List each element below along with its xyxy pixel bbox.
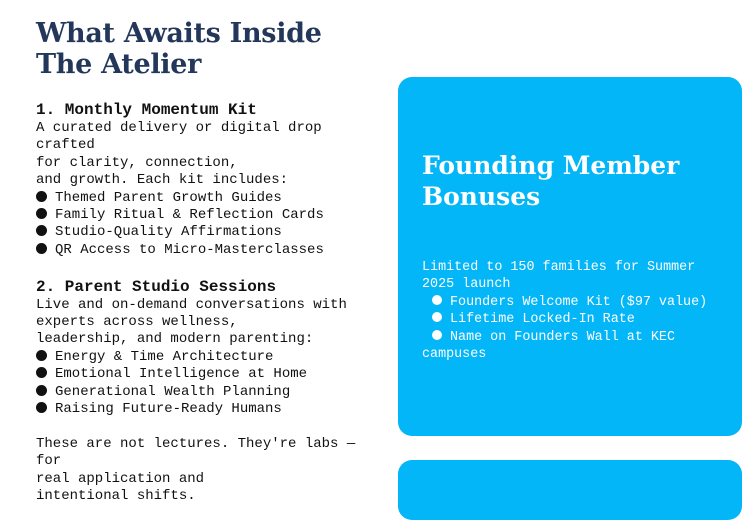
list-item — [36, 242, 381, 259]
intro-line: and growth. Each kit includes: — [36, 172, 289, 189]
kit-bullet-list — [36, 190, 381, 260]
list-item-text: Founders Welcome Kit ($97 value) — [450, 294, 708, 310]
section-intro — [36, 297, 381, 349]
list-item-text: Raising Future-Ready Humans — [55, 401, 282, 418]
section-parent-studio-sessions — [36, 277, 381, 419]
closing-paragraph — [36, 436, 381, 506]
bullet-icon — [36, 191, 47, 202]
bullet-icon — [36, 367, 47, 378]
founding-member-card — [398, 77, 742, 436]
bullet-icon — [36, 385, 47, 396]
list-item-text: Themed Parent Growth Guides — [55, 189, 282, 206]
section-monthly-momentum-kit — [36, 100, 381, 259]
list-item — [36, 190, 381, 207]
closing-line: These are not lectures. They're labs — for — [36, 435, 356, 470]
list-item — [36, 224, 381, 241]
list-item — [36, 384, 381, 401]
left-column — [36, 100, 381, 506]
list-item-text: Emotional Intelligence at Home — [55, 366, 308, 383]
next-card — [398, 460, 742, 520]
intro-line: leadership, and modern parenting: — [36, 331, 314, 348]
list-item-text: Name on Founders Wall at KEC — [450, 329, 675, 345]
card-title: Founding Member Bonuses — [422, 151, 680, 211]
intro-line: for clarity, connection, — [36, 154, 238, 171]
list-item — [36, 401, 381, 418]
bonus-list — [422, 294, 722, 346]
bullet-icon — [36, 402, 47, 413]
bullet-icon — [36, 350, 47, 361]
spacer — [36, 418, 381, 435]
intro-line: A curated delivery or digital drop crafted — [36, 120, 322, 154]
bullet-icon — [36, 208, 47, 219]
bullet-icon — [36, 243, 47, 254]
intro-line: experts across wellness, — [36, 314, 238, 331]
bullet-icon — [432, 295, 442, 305]
sessions-bullet-list — [36, 349, 381, 419]
list-item-text: Studio-Quality Affirmations — [55, 224, 282, 241]
list-item — [422, 294, 722, 311]
card-subtitle-line: 2025 launch — [422, 277, 511, 293]
list-item-text: Energy & Time Architecture — [55, 348, 274, 365]
closing-line: real application and — [36, 470, 205, 487]
list-item-text: Family Ritual & Reflection Cards — [55, 207, 324, 224]
list-item — [422, 329, 722, 346]
section-title: 1. Monthly Momentum Kit — [36, 101, 257, 119]
list-item — [36, 366, 381, 383]
card-subtitle-line: Limited to 150 families for Summer — [422, 260, 696, 275]
section-title: 2. Parent Studio Sessions — [36, 277, 277, 296]
list-item-text: QR Access to Micro-Masterclasses — [55, 241, 324, 258]
closing-line: intentional shifts. — [36, 488, 196, 505]
list-item-text: Generational Wealth Planning — [55, 383, 291, 400]
list-item-text: Lifetime Locked-In Rate — [450, 312, 635, 328]
spacer — [36, 259, 381, 276]
bullet-icon — [36, 225, 47, 236]
intro-line: Live and on-demand conversations with — [36, 296, 347, 313]
bullet-icon — [432, 312, 442, 322]
section-intro — [36, 120, 381, 190]
card-body — [422, 259, 722, 363]
bullet-icon — [432, 330, 442, 340]
page-title: What Awaits Inside The Atelier — [36, 18, 322, 80]
list-item — [36, 349, 381, 366]
list-item — [36, 207, 381, 224]
card-trailing-line: campuses — [422, 347, 487, 363]
list-item — [422, 311, 722, 328]
